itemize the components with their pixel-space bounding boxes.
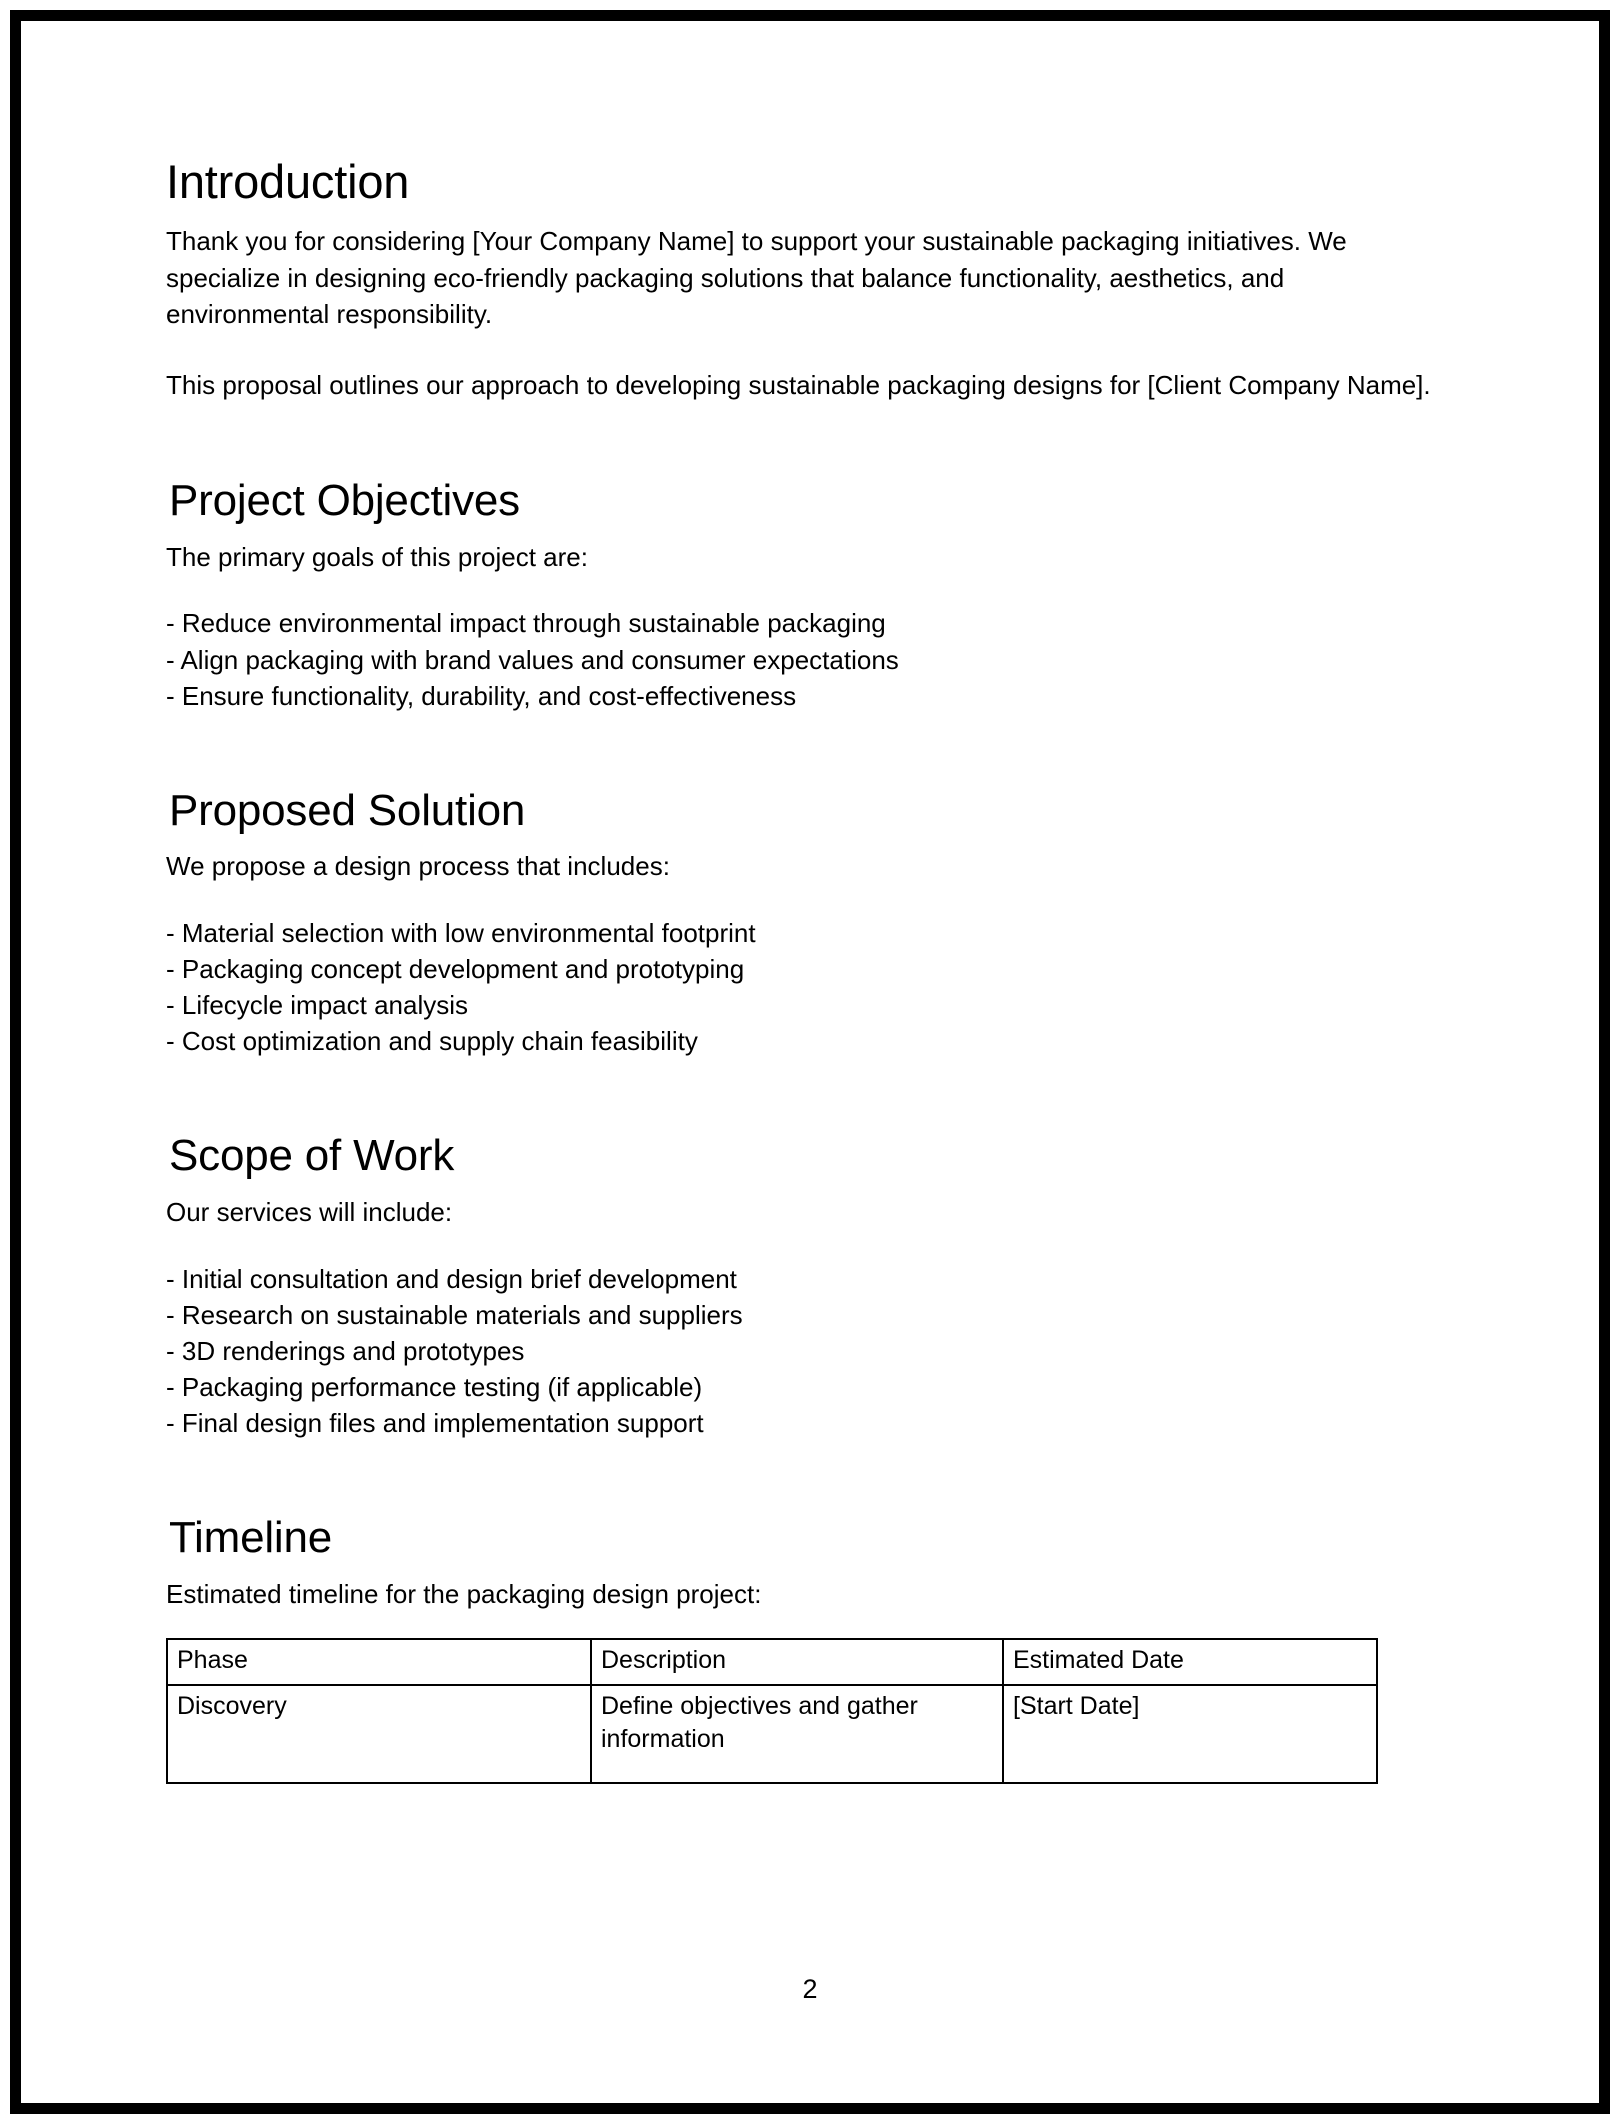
heading-scope-of-work: Scope of Work — [169, 1131, 455, 1181]
page-number: 2 — [802, 1974, 818, 2004]
list-item: - Reduce environmental impact through sustainable packaging — [166, 608, 886, 639]
table-cell-description: Define objectives and gather information — [591, 1685, 1003, 1783]
section-proposed-solution — [166, 786, 1486, 1060]
spacer — [166, 1441, 1486, 1513]
intro-proposed-solution: We propose a design process that includes: — [166, 851, 670, 882]
paragraph-introduction-2: This proposal outlines our approach to developing sustainable packaging designs for [Client Company Name]. — [166, 370, 1431, 401]
table-header-row — [167, 1639, 1377, 1684]
spacer — [166, 1231, 1486, 1261]
intro-timeline: Estimated timeline for the packaging design project: — [166, 1578, 762, 1609]
section-timeline — [166, 1513, 1486, 1783]
list-item: - Initial consultation and design brief development — [166, 1263, 737, 1294]
list-proposed-solution — [166, 915, 1486, 1060]
heading-introduction: Introduction — [166, 155, 410, 208]
spacer — [166, 575, 1486, 605]
section-scope-of-work — [166, 1131, 1486, 1441]
list-item: - Cost optimization and supply chain feasibility — [166, 1026, 698, 1057]
table-cell-estimated-date: [Start Date] — [1003, 1685, 1377, 1783]
intro-project-objectives: The primary goals of this project are: — [166, 541, 588, 572]
list-project-objectives — [166, 605, 1486, 713]
list-item: - Ensure functionality, durability, and cost-effectiveness — [166, 680, 797, 711]
spacer — [166, 333, 1486, 367]
table-cell-phase: Discovery — [167, 1685, 591, 1783]
section-project-objectives — [166, 476, 1486, 714]
list-item: - Packaging concept development and prototyping — [166, 954, 745, 985]
document-content — [166, 156, 1486, 1784]
timeline-table — [166, 1638, 1378, 1783]
page-frame — [10, 10, 1610, 2114]
table-header-phase: Phase — [167, 1639, 591, 1684]
heading-timeline: Timeline — [169, 1513, 333, 1563]
table-row — [167, 1685, 1377, 1783]
spacer — [166, 1059, 1486, 1131]
list-item: - Final design files and implementation support — [166, 1408, 704, 1439]
list-item: - 3D renderings and prototypes — [166, 1335, 525, 1366]
list-item: - Lifecycle impact analysis — [166, 990, 468, 1021]
list-item: - Material selection with low environmental footprint — [166, 917, 756, 948]
intro-scope-of-work: Our services will include: — [166, 1196, 453, 1227]
list-item: - Packaging performance testing (if applicable) — [166, 1372, 703, 1403]
spacer — [166, 885, 1486, 915]
paragraph-introduction-1: Thank you for considering [Your Company Name] to support your sustainable packaging initiatives. We specialize in designing eco-friendly packaging solutions that balance functionality, aesthetics, and environmental responsibility. — [166, 225, 1347, 330]
spacer — [166, 404, 1486, 476]
list-item: - Research on sustainable materials and suppliers — [166, 1299, 743, 1330]
list-item: - Align packaging with brand values and consumer expectations — [166, 644, 899, 675]
section-introduction — [166, 156, 1486, 404]
table-header-estimated-date: Estimated Date — [1003, 1639, 1377, 1684]
page-canvas — [21, 21, 1599, 2103]
table-header-description: Description — [591, 1639, 1003, 1684]
heading-proposed-solution: Proposed Solution — [169, 785, 526, 835]
heading-project-objectives: Project Objectives — [169, 476, 520, 526]
list-scope-of-work — [166, 1261, 1486, 1442]
spacer — [166, 714, 1486, 786]
